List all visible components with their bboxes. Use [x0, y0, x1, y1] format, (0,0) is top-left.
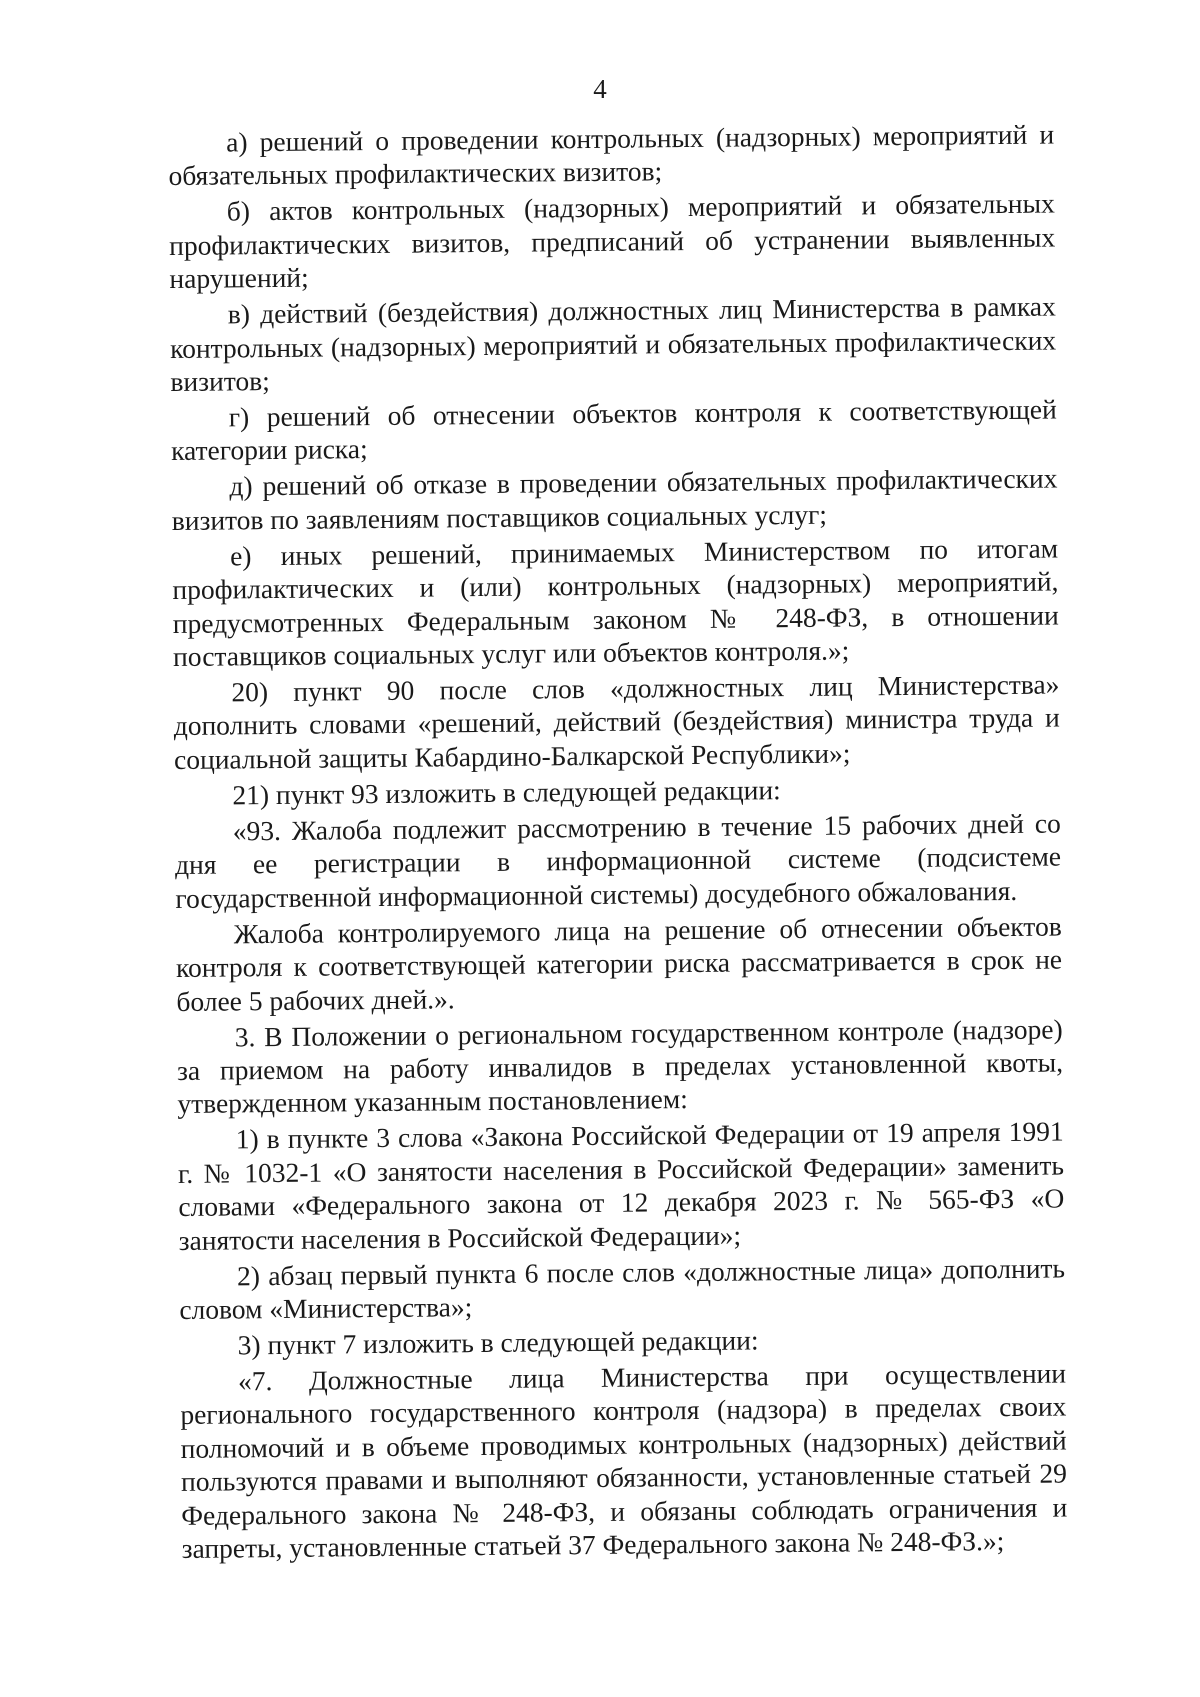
- paragraph-quote-93: «93. Жалоба подлежит рассмотрению в течение 15 рабочих дней со дня ее регистрации в информационной системе (подсистеме государственной информационной системы) досудебного обжалования.: [174, 807, 1062, 914]
- paragraph-complaint: Жалоба контролируемого лица на решение об отнесении объектов контроля к соответствующей категории риска рассматривается в срок не более 5 рабочих дней.».: [175, 910, 1063, 1017]
- document-body: [168, 117, 1068, 1567]
- paragraph-item-e: е) иных решений, принимаемых Министерством по итогам профилактических и (или) контрольных (надзорных) мероприятий, предусмотренных Федеральным законом № 248-ФЗ, в отношении поставщиков социальных услуг или объектов контроля.»;: [172, 532, 1059, 673]
- paragraph-point-1: 1) в пункте 3 слова «Закона Российской Федерации от 19 апреля 1991 г. № 1032-1 «О занятости населения в Российской Федерации» заменить словами «Федерального закона от 12 декабря 2023 г. № 565-ФЗ «О занятости населения в Российской Федерации»;: [177, 1115, 1065, 1256]
- paragraph-item-a: а) решений о проведении контрольных (надзорных) мероприятий и обязательных профилактических визитов;: [168, 118, 1055, 192]
- page-number: 4: [593, 74, 607, 104]
- paragraph-point-2: 2) абзац первый пункта 6 после слов «должностные лица» дополнить словом «Министерства»;: [179, 1251, 1066, 1325]
- paragraph-item-d: д) решений об отказе в проведении обязательных профилактических визитов по заявлениям поставщиков социальных услуг;: [171, 462, 1058, 536]
- paragraph-item-v: в) действий (бездействия) должностных лиц Министерства в рамках контрольных (надзорных) мероприятий и обязательных профилактических визитов;: [169, 290, 1057, 398]
- paragraph-item-b: б) актов контрольных (надзорных) мероприятий и обязательных профилактических визитов, предписаний об устранении выявленных нарушений;: [168, 187, 1056, 295]
- paragraph-point-3: 3) пункт 7 изложить в следующей редакции:: [237, 1324, 759, 1361]
- paragraph-point-20: 20) пункт 90 после слов «должностных лиц Министерства» дополнить словами «решений, действий (бездействия) министра труда и социальной защиты Кабардино-Балкарской Республики»;: [173, 668, 1060, 775]
- paragraph-point-21: 21) пункт 93 изложить в следующей редакции:: [232, 774, 781, 811]
- paragraph-quote-7: «7. Должностные лица Министерства при осуществлении регионального государственного контроля (надзора) в пределах своих полномочий и в объеме проводимых контрольных (надзорных) действий пользуются правами и выполняют обязанности, установленные статьей 29 Федерального закона № 248-ФЗ, и обязаны соблюдать ограничения и запреты, установленные статьей 37 Федерального закона № 248-ФЗ.»;: [180, 1357, 1068, 1564]
- paragraph-item-g: г) решений об отнесении объектов контроля к соответствующей категории риска;: [170, 393, 1057, 467]
- paragraph-section-3: 3. В Положении о региональном государственном контроле (надзоре) за приемом на работу инвалидов в пределах установленной квоты, утвержденном указанным постановлением:: [176, 1012, 1064, 1120]
